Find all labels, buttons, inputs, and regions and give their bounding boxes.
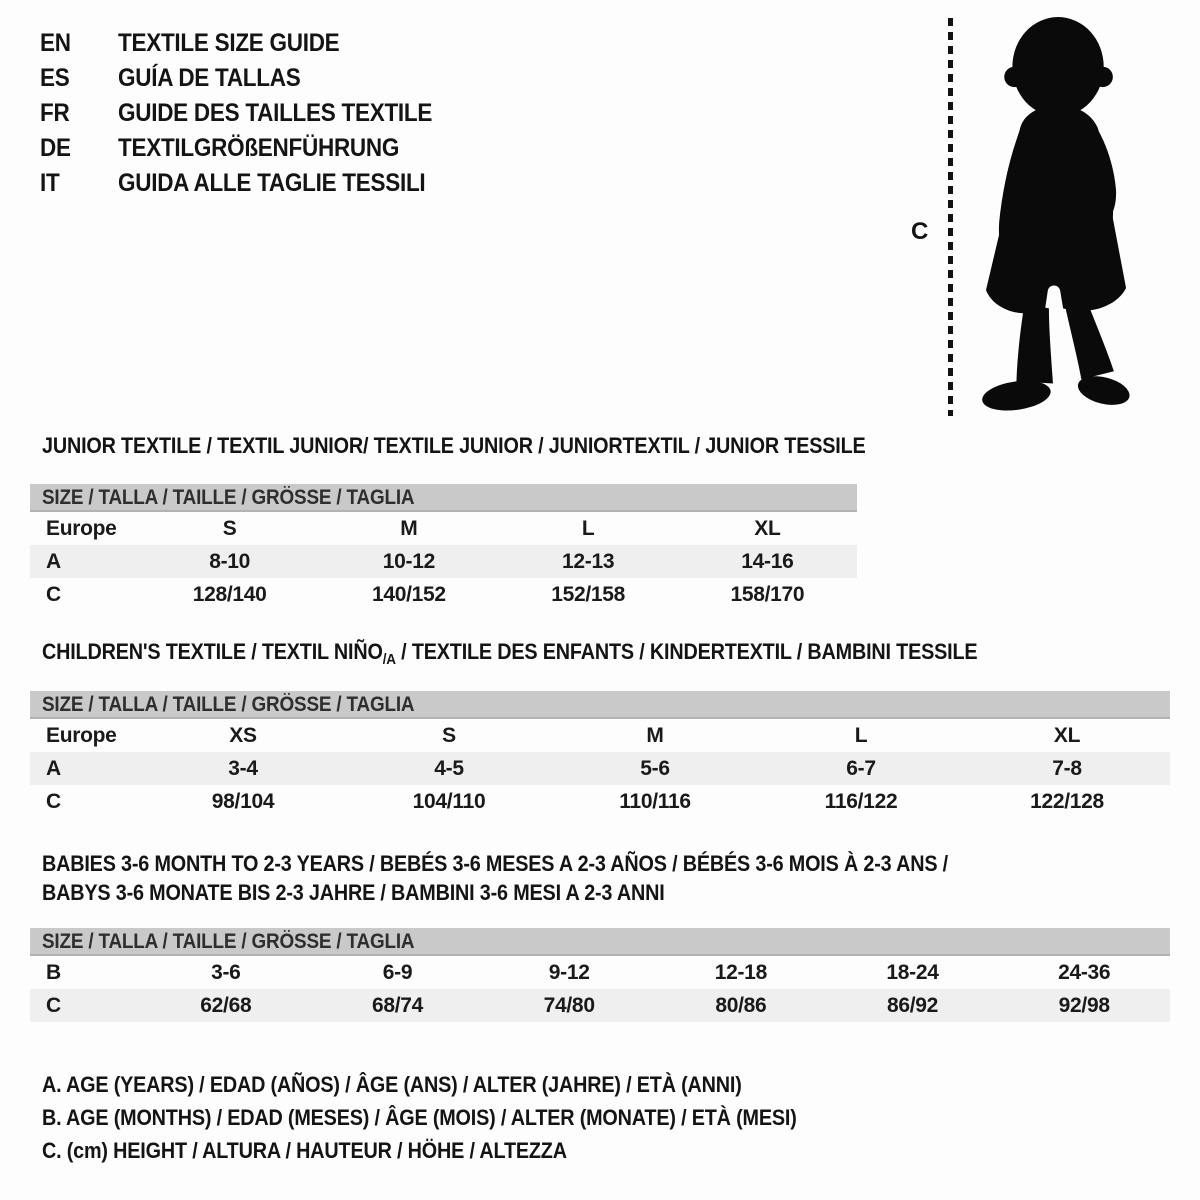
size-table-header-text: SIZE / TALLA / TAILLE / GRÖSSE / TAGLIA [42,930,415,953]
height-value: 128/140 [192,582,267,606]
age-value: 6-9 [382,960,413,984]
table-row-age-months [30,956,1170,989]
table-row-europe [30,719,1170,752]
size-value: S [222,516,237,540]
legend-line-height-text: C. (cm) HEIGHT / ALTURA / HAUTEUR / HÖHE / ALTEZZA [42,1138,567,1163]
guide-title-es [118,64,321,93]
row-label: Europe [46,723,117,747]
height-value: 98/104 [211,789,275,813]
height-value: 122/128 [1030,789,1104,813]
guide-title-it-text: GUIDA ALLE TAGLIE TESSILI [118,169,426,197]
size-value: M [646,723,664,747]
language-row-en [40,26,467,61]
age-value: 12-13 [562,549,615,573]
legend-line-age-months [42,1101,880,1134]
row-label: C [46,582,61,606]
language-code [40,29,118,58]
language-code-text: ES [40,64,70,92]
height-value: 86/92 [886,993,939,1017]
legend-line-age-years [42,1068,880,1101]
legend-line-age-months-text: B. AGE (MONTHS) / EDAD (MESES) / ÂGE (MOIS) / ALTER (MONATE) / ETÀ (MESI) [42,1105,797,1130]
height-value: 158/170 [730,582,805,606]
size-value: XL [754,516,781,540]
age-value: 3-6 [211,960,241,984]
table-row-europe [30,512,857,545]
babies-section-heading-line1 [42,852,1049,876]
row-label: C [46,789,61,813]
size-table-header-text: SIZE / TALLA / TAILLE / GRÖSSE / TAGLIA [42,693,415,716]
language-row-fr [40,96,467,131]
height-value: 68/74 [371,993,424,1017]
row-label: C [46,993,61,1017]
age-value: 10-12 [382,549,435,573]
guide-title-de-text: TEXTILGRÖßENFÜHRUNG [118,134,400,162]
age-value: 18-24 [886,960,939,984]
size-value: XS [229,723,257,747]
junior-section-heading [42,434,957,458]
language-row-es [40,61,467,96]
babies-heading-line1-text: BABIES 3-6 MONTH TO 2-3 YEARS / BEBÉS 3-6 MESES A 2-3 AÑOS / BÉBÉS 3-6 MOIS À 2-3 ANS / [42,851,948,876]
children-heading-subscript: /A [382,651,396,668]
age-value: 7-8 [1052,756,1082,780]
guide-title-fr [118,99,467,128]
table-row-height [30,785,1170,818]
guide-title-de [118,134,430,163]
size-value: L [854,723,868,747]
legend-line-age-years-text: A. AGE (YEARS) / EDAD (AÑOS) / ÂGE (ANS) / ALTER (JAHRE) / ETÀ (ANNI) [42,1072,742,1097]
junior-section-heading-text: JUNIOR TEXTILE / TEXTIL JUNIOR/ TEXTILE JUNIOR / JUNIORTEXTIL / JUNIOR TESSILE [42,433,866,458]
language-row-de [40,131,467,166]
row-label: B [46,960,61,984]
babies-size-table [30,928,1170,1022]
language-code-text: FR [40,99,70,127]
size-value: XL [1053,723,1081,747]
height-value: 110/116 [619,789,691,813]
age-value: 6-7 [846,756,876,780]
table-row-height [30,578,857,611]
height-value: 116/122 [824,789,898,813]
row-label: A [46,549,61,573]
row-label: A [46,756,61,780]
age-value: 24-36 [1058,960,1111,984]
age-value: 5-6 [640,756,670,780]
legend-line-height [42,1134,880,1167]
age-value: 9-12 [548,960,590,984]
children-heading-prefix: CHILDREN'S TEXTILE / TEXTIL NIÑO [42,639,383,664]
children-heading-suffix: / TEXTILE DES ENFANTS / KINDERTEXTIL / BAMBINI TESSILE [395,639,978,664]
age-value: 3-4 [228,756,258,780]
babies-heading-line2-text: BABYS 3-6 MONATE BIS 2-3 JAHRE / BAMBINI 3-6 MESI A 2-3 ANNI [42,880,665,905]
guide-title-en [118,29,364,58]
size-value: M [400,516,418,540]
children-section-heading [42,640,1081,672]
table-row-age-years [30,752,1170,785]
height-value: 80/86 [715,993,767,1017]
language-code [40,64,118,93]
table-row-height [30,989,1170,1022]
height-value: 152/158 [551,582,626,606]
size-table-header-text: SIZE / TALLA / TAILLE / GRÖSSE / TAGLIA [42,486,415,509]
language-code [40,169,118,198]
height-measure-dashed-line [948,18,953,416]
age-value: 4-5 [434,756,464,780]
junior-size-table [30,484,857,611]
babies-section-heading-line2 [42,881,734,905]
toddler-silhouette-icon [962,14,1148,420]
row-label: Europe [46,516,117,540]
age-value: 12-18 [714,960,767,984]
size-table-header-bar [30,484,857,512]
size-table-header-bar [30,928,1170,956]
language-code-text: IT [40,169,60,197]
age-value: 14-16 [741,549,794,573]
height-value: 92/98 [1058,993,1110,1017]
children-size-table [30,691,1170,818]
height-measure-figure [905,12,1165,424]
language-title-list [40,26,467,201]
language-code-text: DE [40,134,71,162]
guide-title-it [118,169,460,198]
guide-title-en-text: TEXTILE SIZE GUIDE [118,29,340,57]
measurement-legend [42,1068,880,1167]
children-section-heading-text [42,640,977,672]
guide-title-fr-text: GUIDE DES TAILLES TEXTILE [118,99,433,127]
language-row-it [40,166,467,201]
language-code [40,99,118,128]
language-code [40,134,118,163]
size-value: L [581,516,595,540]
guide-title-es-text: GUÍA DE TALLAS [118,64,301,92]
table-row-age-years [30,545,857,578]
size-table-header-bar [30,691,1170,719]
age-value: 8-10 [209,549,251,573]
height-measure-label: C [911,218,929,245]
height-value: 62/68 [200,993,252,1017]
height-value: 104/110 [412,789,486,813]
size-value: S [442,723,456,747]
height-value: 140/152 [371,582,446,606]
language-code-text: EN [40,29,71,57]
height-value: 74/80 [543,993,595,1017]
